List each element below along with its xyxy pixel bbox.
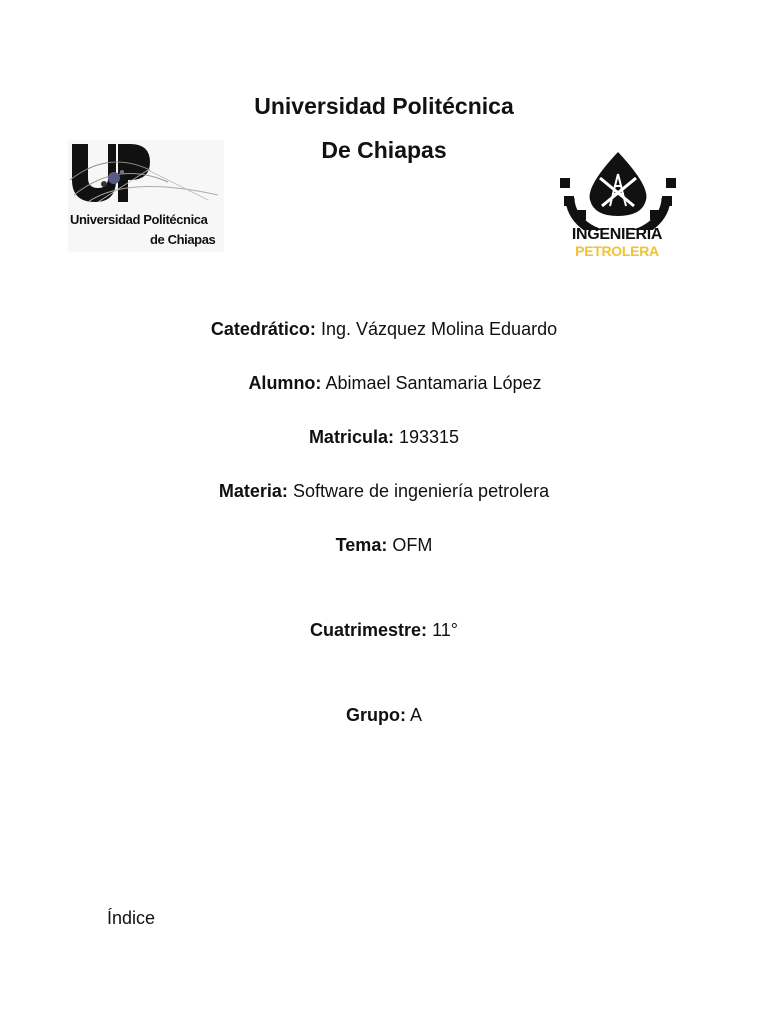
field-value: Software de ingeniería petrolera <box>292 481 550 501</box>
field-value: 193315 <box>398 427 460 447</box>
gear-drop-icon <box>546 150 690 230</box>
field-value: OFM <box>392 535 433 555</box>
up-logo-caption-line2: de Chiapas <box>150 232 216 247</box>
field-tema <box>0 535 768 556</box>
field-alumno <box>0 373 768 394</box>
field-value: Ing. Vázquez Molina Eduardo <box>320 319 558 339</box>
field-label: Tema: <box>335 535 388 555</box>
petroleum-engineering-logo <box>546 150 690 262</box>
logo-text-ingenieria: INGENIERÍA <box>571 226 663 243</box>
page-title: Universidad Politécnica <box>254 93 514 119</box>
field-label: Cuatrimestre: <box>310 620 428 640</box>
field-label: Alumno: <box>248 373 322 393</box>
field-value: 11° <box>432 620 458 640</box>
indice-heading: Índice <box>107 908 156 928</box>
field-label: Grupo: <box>345 705 406 725</box>
field-catedratico <box>0 319 768 340</box>
field-matricula <box>0 427 768 448</box>
page-subtitle: De Chiapas <box>321 137 447 163</box>
field-label: Catedrático: <box>210 319 316 339</box>
field-grupo <box>0 705 768 726</box>
up-university-logo <box>68 140 224 252</box>
field-cuatrimestre <box>0 620 768 641</box>
logo-text-petrolera: PETROLERA <box>575 243 659 259</box>
field-label: Matricula: <box>308 427 394 447</box>
up-logo-caption-line1: Universidad Politécnica <box>70 212 208 227</box>
field-value: Abimael Santamaria López <box>325 373 542 393</box>
field-value: A <box>410 705 423 725</box>
field-label: Materia: <box>218 481 288 501</box>
field-materia <box>0 481 768 502</box>
